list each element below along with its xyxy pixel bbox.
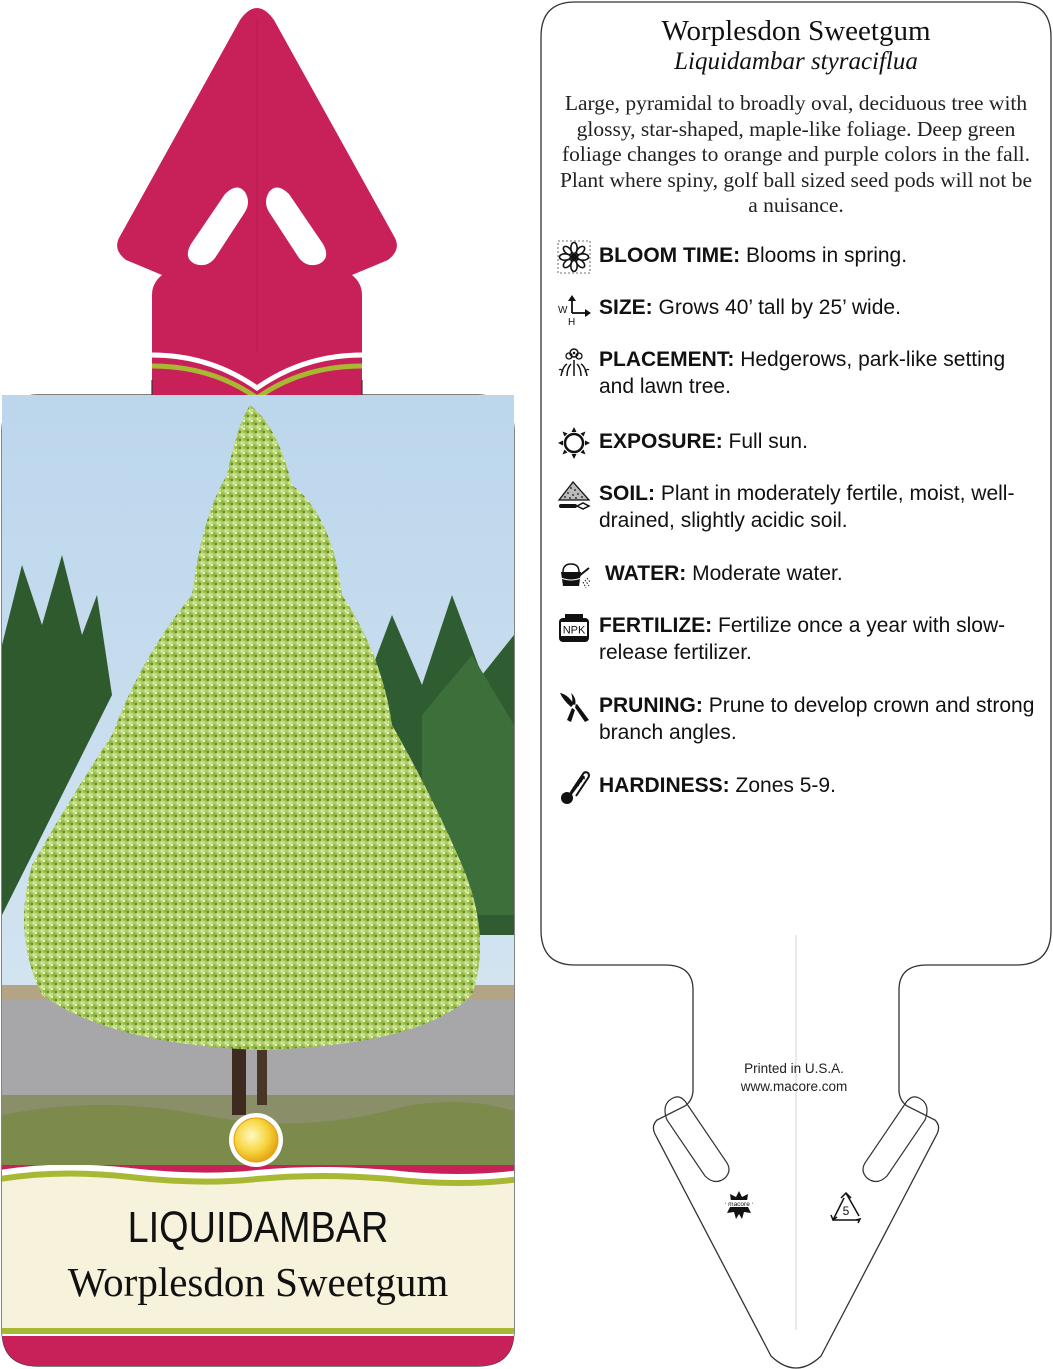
attribute-value: Zones 5-9. [735,774,836,797]
macore-website: www.macore.com [740,1079,848,1094]
fertilizer-icon [557,610,591,644]
thermometer-icon [557,770,591,804]
attribute-label: BLOOM TIME: [599,244,741,267]
attribute-value: Blooms in spring. [746,244,908,267]
watering-can-icon [557,558,591,592]
attribute-label: FERTILIZE: [599,614,713,637]
attribute-value: Fertilize once a year with slow-release fertilizer. [599,614,1006,664]
attribute-value: Grows 40’ tall by 25’ wide. [658,296,901,319]
attribute-label: EXPOSURE: [599,430,723,453]
placement-icon [557,344,591,378]
attribute-label: SOIL: [599,482,655,505]
soil-icon [557,478,591,512]
pruners-icon [557,690,591,724]
size-icon-h-label: H [568,317,576,326]
back-tag [539,0,1053,1369]
npk-label: NPK [562,624,586,637]
attribute-label: SIZE: [599,296,653,319]
attribute-value: Full sun. [728,430,808,453]
attribute-value: Moderate water. [692,562,843,585]
attribute-label: PRUNING: [599,694,703,717]
recycle-icon [829,1192,863,1226]
attribute-label: WATER: [605,562,687,585]
tree-photo [2,395,514,1165]
attribute-value: Hedgerows, park-like setting and lawn tree. [599,348,1006,398]
printed-in-usa: Printed in U.S.A. [744,1061,844,1076]
macore-logo-icon [724,1190,754,1220]
size-icon [557,292,591,326]
full-sun-badge-icon [228,1112,284,1168]
recycle-code: 5 [842,1204,850,1218]
back-common-name: Worplesdon Sweetgum [661,15,931,47]
front-tag [0,0,520,1369]
macore-logo-text: macore [728,1201,750,1208]
attribute-value: Plant in moderately fertile, moist, well-drained, slightly acidic soil. [599,482,1015,532]
genus-name: LIQUIDAMBAR [127,1203,389,1252]
size-icon-w-label: W [558,305,568,316]
attribute-label: PLACEMENT: [599,348,735,371]
flower-icon [557,240,591,274]
latin-name: Liquidambar styraciflua [674,48,918,75]
common-name: Worplesdon Sweetgum [67,1259,449,1305]
attribute-value: Prune to develop crown and strong branch angles. [599,694,1035,744]
plant-description: Large, pyramidal to broadly oval, deciduous tree with glossy, star-shaped, maple-like foliage. Deep green foliage changes to orange and purple colors in the fall. Plant where spiny, golf ball sized seed pods will not be a nuisance. [559,91,1033,218]
attribute-label: HARDINESS: [599,774,730,797]
sun-icon [557,426,591,460]
